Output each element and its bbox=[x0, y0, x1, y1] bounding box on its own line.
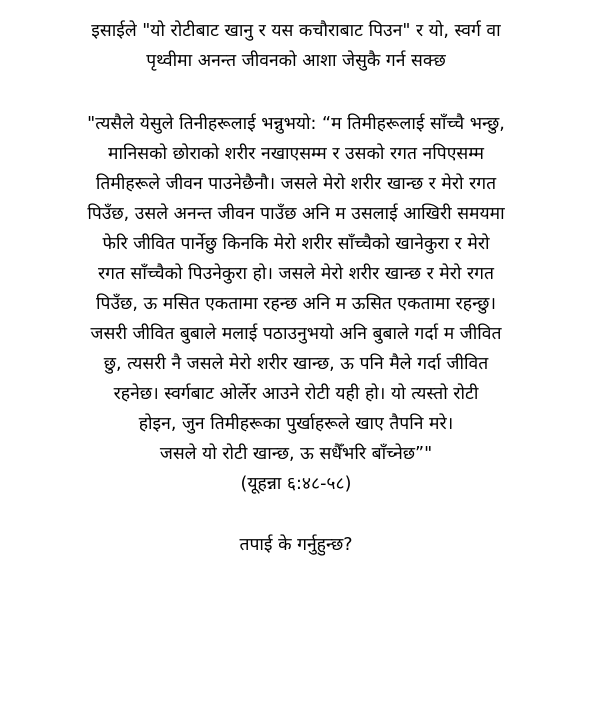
quote-line: मानिसको छोराको शरीर नखाएसम्म र उसको रगत नपिएसम्म bbox=[108, 144, 484, 164]
intro-paragraph bbox=[14, 16, 578, 76]
quote-line: छु, त्यसरी नै जसले मेरो शरीर खान्छ, ऊ पनि मैले गर्दा जीवित bbox=[103, 354, 489, 374]
quote-line: रगत साँच्चैको पिउनेकुरा हो। जसले मेरो शरीर खान्छ र मेरो रगत bbox=[97, 264, 495, 284]
reference-text: (यूहन्ना ६:४८-५८) bbox=[240, 474, 352, 494]
quote-line: रहनेछ। स्वर्गबाट ओर्लेर आउने रोटी यही हो। यो त्यस्तो रोटी bbox=[113, 384, 479, 404]
intro-line: पृथ्वीमा अनन्त जीवनको आशा जेसुकै गर्न सक्छ bbox=[146, 51, 446, 71]
quote-line: जसरी जीवित बुबाले मलाई पठाउनुभयो अनि बुबाले गर्दा म जीवित bbox=[90, 324, 502, 344]
quote-line: जसले यो रोटी खान्छ, ऊ सधैँभरि बाँच्नेछ”" bbox=[159, 444, 433, 464]
quote-line: फेरि जीवित पार्नेछु किनकि मेरो शरीर साँच्चैको खानेकुरा र मेरो bbox=[102, 234, 490, 254]
scripture-reference bbox=[14, 469, 578, 499]
quote-line: तिमीहरूले जीवन पाउनेछैनौ। जसले मेरो शरीर खान्छ र मेरो रगत bbox=[95, 174, 497, 194]
quote-line: पिउँछ, उसले अनन्त जीवन पाउँछ अनि म उसलाई आखिरी समयमा bbox=[87, 204, 505, 224]
scripture-quote bbox=[14, 109, 578, 469]
quote-line: "त्यसैले येसुले तिनीहरूलाई भन्नुभयो: “म तिमीहरूलाई साँच्चै भन्छु, bbox=[87, 114, 505, 134]
quote-line: पिउँछ, ऊ मसित एकतामा रहन्छ अनि म ऊसित एकतामा रहन्छु। bbox=[96, 294, 496, 314]
question-text: तपाई के गर्नुहुन्छ? bbox=[239, 535, 353, 555]
closing-question bbox=[14, 530, 578, 560]
intro-line: इसाईले "यो रोटीबाट खानु र यस कचौराबाट पिउन" र यो, स्वर्ग वा bbox=[91, 21, 501, 41]
quote-line: होइन, जुन तिमीहरूका पुर्खाहरूले खाए तैपनि मरे। bbox=[138, 414, 454, 434]
